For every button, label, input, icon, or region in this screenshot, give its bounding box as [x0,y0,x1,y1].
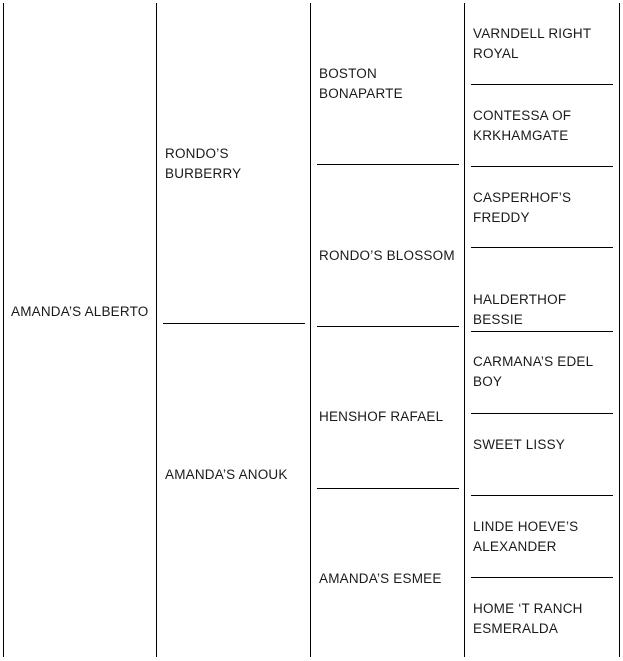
great-grandparent-2-underline [471,166,613,167]
great-grandparent-1-name: VARNDELL RIGHT ROYAL [473,26,592,61]
subject-name: AMANDA’S ALBERTO [11,304,149,319]
dam-sire-name: HENSHOF RAFAEL [319,409,444,424]
great-grandparent-5-name: CARMANA’S EDEL BOY [473,354,593,389]
great-grandparent-7-name: LINDE HOEVE’S ALEXANDER [473,519,579,554]
column-border-3 [464,3,465,657]
column-border-left [3,3,4,657]
great-grandparent-6-underline [471,495,613,496]
pedigree-chart [3,3,620,657]
dam-dam-name: AMANDA’S ESMEE [319,571,442,586]
column-border-1 [156,3,157,657]
sire-sire-name: BOSTON BONAPARTE [319,66,403,101]
great-grandparent-4-name: HALDERTHOF BESSIE [473,292,567,327]
dam-sire-underline [317,488,459,489]
great-grandparent-3-name: CASPERHOF’S FREDDY [473,190,572,225]
sire-underline [163,323,305,324]
sire-dam-underline [317,326,459,327]
great-grandparent-5-underline [471,413,613,414]
dam-name: AMANDA’S ANOUK [165,467,288,482]
column-border-right [619,3,620,657]
great-grandparent-1-underline [471,84,613,85]
column-border-2 [310,3,311,657]
great-grandparent-7-underline [471,577,613,578]
sire-sire-underline [317,164,459,165]
sire-dam-name: RONDO’S BLOSSOM [319,248,455,263]
sire-name: RONDO’S BURBERRY [165,146,242,181]
great-grandparent-2-name: CONTESSA OF KRKHAMGATE [473,108,572,143]
great-grandparent-4-underline [471,331,613,332]
great-grandparent-8-name: HOME ‘T RANCH ESMERALDA [473,601,583,636]
great-grandparent-3-underline [471,247,613,248]
great-grandparent-6-name: SWEET LISSY [473,437,565,452]
